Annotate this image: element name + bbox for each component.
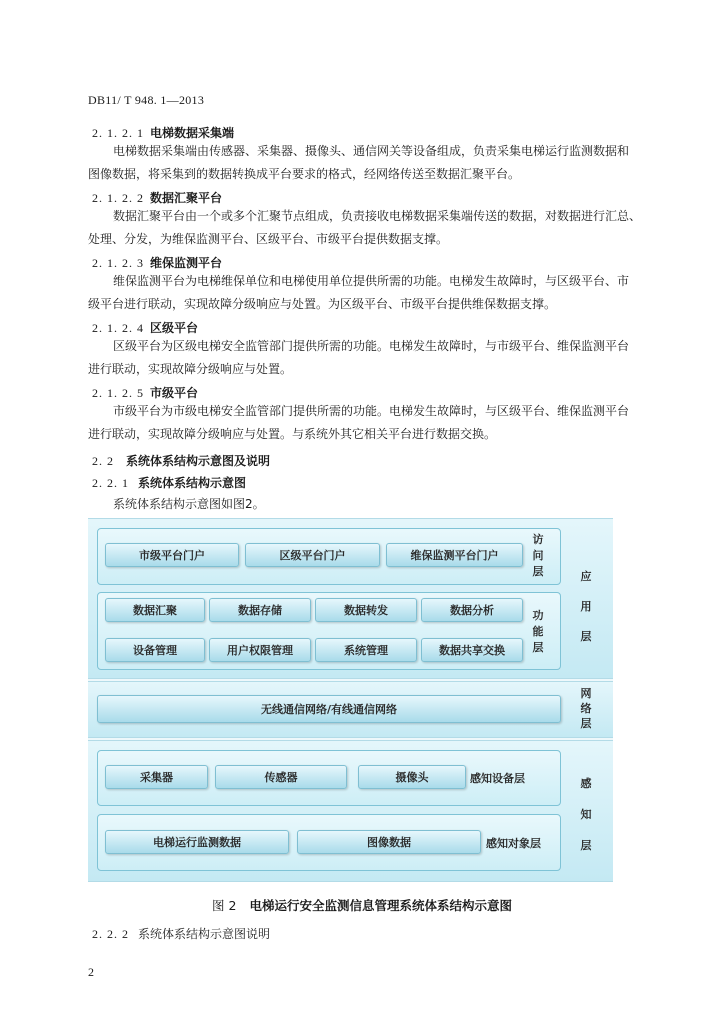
section-heading-2-2-2: 2. 2. 2 系统体系结构示意图说明	[92, 927, 271, 941]
section-heading-2-2: 2. 2 系统体系结构示意图及说明	[92, 454, 271, 468]
section-paragraph-2-1-2-1: 电梯数据采集端由传感器、采集器、摄像头、通信网关等设备组成，负责采集电梯运行监测数据和 图像数据，将采集到的数据转换成平台要求的格式，经网络传送至数据汇聚平台。	[88, 144, 630, 181]
section-paragraph-2-1-2-5: 市级平台为市级电梯安全监管部门提供所需的功能。电梯发生故障时，与区级平台、维保监测平台 进行联动，实现故障分级响应与处置。与系统外其它相关平台进行数据交换。	[88, 404, 630, 441]
diagram-box-data-aggregation: 数据汇聚	[105, 598, 205, 622]
diagram-box-data-storage: 数据存储	[209, 598, 311, 622]
diagram-box-sensor: 传感器	[215, 765, 347, 789]
diagram-box-system-management: 系统管理	[315, 638, 417, 662]
figure-caption-number: 图 2	[211, 898, 237, 913]
diagram-box-image-data: 图像数据	[297, 830, 481, 854]
section-heading-2-1-2-4: 2. 1. 2. 4 区级平台	[92, 321, 199, 335]
section-paragraph-2-1-2-4: 区级平台为区级电梯安全监管部门提供所需的功能。电梯发生故障时，与市级平台、维保监测平台 进行联动，实现故障分级响应与处置。	[88, 339, 630, 376]
sense-device-layer-label: 感知设备层	[470, 772, 525, 785]
section-heading-2-1-2-1: 2. 1. 2. 1 电梯数据采集端	[92, 126, 235, 140]
diagram-box-camera: 摄像头	[358, 765, 466, 789]
diagram-box-collector: 采集器	[105, 765, 208, 789]
page-number: 2	[88, 965, 94, 979]
access-layer-label: 访问层	[532, 533, 544, 578]
diagram-box-district-portal: 区级平台门户	[245, 543, 380, 567]
sense-object-layer-label: 感知对象层	[486, 837, 541, 850]
network-layer-label: 网络层	[580, 687, 592, 730]
section-paragraph-2-1-2-2: 数据汇聚平台由一个或多个汇聚节点组成，负责接收电梯数据采集端传送的数据，对数据进行汇总、 处理、分发，为维保监测平台、区级平台、市级平台提供数据支撑。	[88, 209, 642, 246]
section-heading-2-1-2-5: 2. 1. 2. 5 市级平台	[92, 386, 199, 400]
function-layer-label: 功能层	[532, 609, 544, 654]
document-header: DB11/ T 948. 1—2013	[88, 93, 205, 107]
diagram-box-maintenance-portal: 维保监测平台门户	[386, 543, 523, 567]
section-heading-2-2-1: 2. 2. 1 系统体系结构示意图	[92, 476, 247, 490]
section-heading-2-1-2-3: 2. 1. 2. 3 维保监测平台	[92, 256, 223, 270]
diagram-box-user-permission: 用户权限管理	[209, 638, 311, 662]
section-paragraph-2-1-2-3: 维保监测平台为电梯维保单位和电梯使用单位提供所需的功能。电梯发生故障时，与区级平台、市 级平台进行联动，实现故障分级响应与处置。为区级平台、市级平台提供维保数据支撑。	[88, 274, 630, 311]
architecture-diagram	[88, 518, 613, 880]
application-layer-label: 应用层	[580, 570, 592, 643]
section-heading-2-1-2-2: 2. 1. 2. 2 数据汇聚平台	[92, 191, 223, 205]
figure-caption-text: 电梯运行安全监测信息管理系统体系结构示意图	[249, 898, 512, 913]
diagram-box-data-forwarding: 数据转发	[315, 598, 417, 622]
figure-caption	[0, 896, 724, 914]
diagram-box-network: 无线通信网络/有线通信网络	[97, 695, 561, 723]
diagram-box-device-management: 设备管理	[105, 638, 205, 662]
figure-reference-text: 系统体系结构示意图如图2。	[113, 497, 265, 511]
sense-layer-label: 感知层	[580, 777, 592, 852]
diagram-box-city-portal: 市级平台门户	[105, 543, 239, 567]
diagram-box-elevator-data: 电梯运行监测数据	[105, 830, 289, 854]
diagram-box-data-sharing: 数据共享交换	[421, 638, 523, 662]
diagram-box-data-analysis: 数据分析	[421, 598, 523, 622]
